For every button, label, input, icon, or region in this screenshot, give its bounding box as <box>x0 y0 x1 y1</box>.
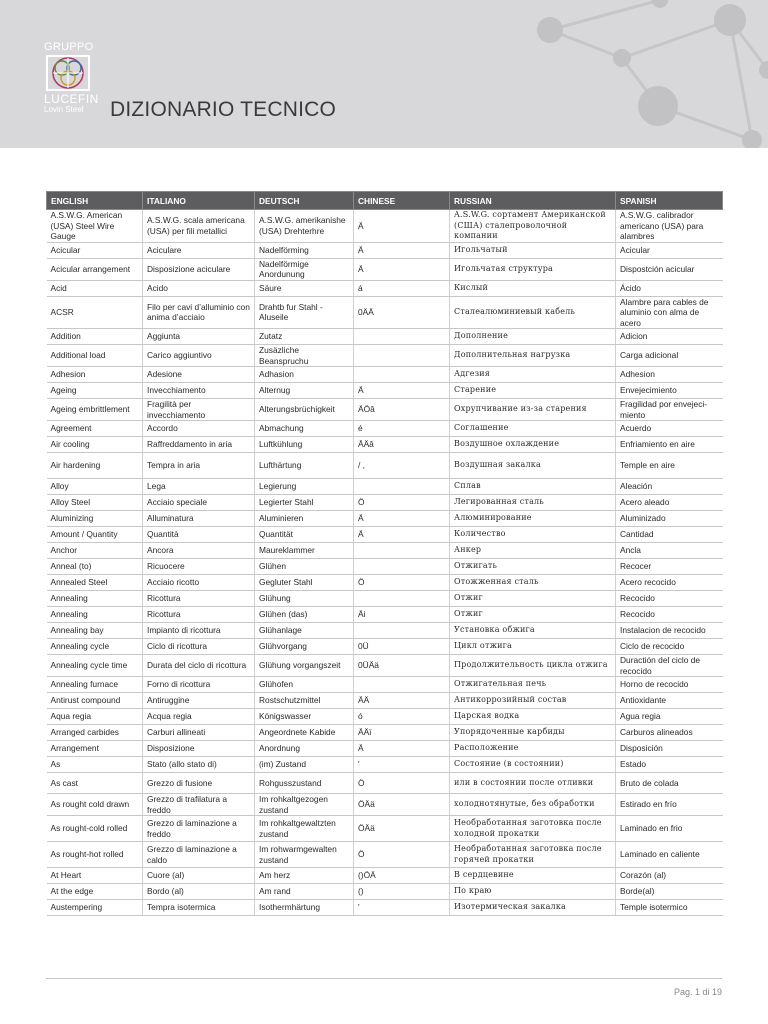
cell-italiano: Durata del ciclo di ricottura <box>143 655 255 677</box>
cell-english: At the edge <box>47 884 143 900</box>
cell-deutsch: Im rohwarmgewalten zustand <box>255 842 354 868</box>
cell-russian: Необработанная заготовка после горячей прокатки <box>450 842 616 868</box>
cell-italiano: Aciculare <box>143 242 255 258</box>
cell-chinese: ' <box>354 757 450 773</box>
cell-chinese: 0ÄÄ <box>354 296 450 329</box>
cell-chinese <box>354 677 450 693</box>
column-header-spanish: SPANISH <box>616 192 723 210</box>
page-title: DIZIONARIO TECNICO <box>110 98 337 121</box>
table-row <box>47 511 723 527</box>
cell-deutsch: Glühung <box>255 591 354 607</box>
table-row <box>47 543 723 559</box>
cell-english: Acicular arrangement <box>47 258 143 280</box>
cell-spanish: Recocido <box>616 591 723 607</box>
cell-russian: Отжигать <box>450 559 616 575</box>
cell-russian: Необработанная заготовка после холодной прокатки <box>450 816 616 842</box>
cell-russian: Воздушная закалка <box>450 453 616 479</box>
table-row <box>47 868 723 884</box>
cell-italiano: Lega <box>143 479 255 495</box>
cell-deutsch: Alterungsbrüchigkeit <box>255 399 354 421</box>
cell-chinese: Ä <box>354 741 450 757</box>
cell-spanish: Enfriamiento en aire <box>616 437 723 453</box>
cell-chinese: () <box>354 884 450 900</box>
cell-deutsch: Glühofen <box>255 677 354 693</box>
cell-deutsch: A.S.W.G. amerikanishe (USA) Drehterhre <box>255 210 354 243</box>
table-row <box>47 623 723 639</box>
column-header-russian: RUSSIAN <box>450 192 616 210</box>
cell-english: Annealing <box>47 607 143 623</box>
table-row <box>47 437 723 453</box>
cell-italiano: Quantità <box>143 527 255 543</box>
cell-spanish: Estado <box>616 757 723 773</box>
cell-chinese: Ä <box>354 242 450 258</box>
cell-deutsch: Glühung vorgangszeit <box>255 655 354 677</box>
cell-chinese: á <box>354 280 450 296</box>
cell-spanish: Recocido <box>616 607 723 623</box>
table-body <box>47 210 723 916</box>
column-header-english: ENGLISH <box>47 192 143 210</box>
cell-chinese: Ä <box>354 258 450 280</box>
cell-chinese: Ö <box>354 575 450 591</box>
molecule-graphic <box>520 0 768 148</box>
cell-italiano: Alluminatura <box>143 511 255 527</box>
cell-italiano: Grezzo di trafilatura a freddo <box>143 794 255 816</box>
cell-italiano: A.S.W.G. scala americana (USA) per fili metallici <box>143 210 255 243</box>
cell-russian: Сталеалюминиевый кабель <box>450 296 616 329</box>
table-row <box>47 280 723 296</box>
cell-chinese <box>354 329 450 345</box>
cell-english: As <box>47 757 143 773</box>
cell-deutsch: Zutatz <box>255 329 354 345</box>
table-row <box>47 773 723 794</box>
cell-english: Anchor <box>47 543 143 559</box>
cell-english: Aluminizing <box>47 511 143 527</box>
cell-spanish: Acuerdo <box>616 421 723 437</box>
cell-chinese: ÖÄä <box>354 816 450 842</box>
cell-italiano: Raffreddamento in aria <box>143 437 255 453</box>
cell-italiano: Ricottura <box>143 607 255 623</box>
cell-chinese <box>354 367 450 383</box>
cell-spanish: Dispostción acicular <box>616 258 723 280</box>
cell-italiano: Acido <box>143 280 255 296</box>
cell-italiano: Acciaio speciale <box>143 495 255 511</box>
cell-spanish: Ciclo de recocido <box>616 639 723 655</box>
cell-english: Amount / Quantity <box>47 527 143 543</box>
cell-deutsch: Isothermhärtung <box>255 900 354 916</box>
cell-deutsch: Im rohkaltgewaltzten zustand <box>255 816 354 842</box>
cell-chinese: Äi <box>354 607 450 623</box>
cell-russian: Установка обжига <box>450 623 616 639</box>
cell-italiano: Cuore (al) <box>143 868 255 884</box>
cell-russian: Дополнение <box>450 329 616 345</box>
cell-russian: Анкер <box>450 543 616 559</box>
page-header <box>0 0 768 148</box>
cell-russian: Сплав <box>450 479 616 495</box>
cell-deutsch: Glühen <box>255 559 354 575</box>
logo-line1: GRUPPO <box>44 41 94 53</box>
cell-italiano: Acciaio ricotto <box>143 575 255 591</box>
cell-italiano: Antiruggine <box>143 693 255 709</box>
logo-emblem-icon <box>44 54 92 92</box>
cell-chinese: Ö <box>354 842 450 868</box>
cell-italiano: Grezzo di laminazione a caldo <box>143 842 255 868</box>
cell-russian: Охрупчивание из-за старения <box>450 399 616 421</box>
cell-russian: Игольчатая структура <box>450 258 616 280</box>
cell-russian: Игольчатый <box>450 242 616 258</box>
table-row <box>47 816 723 842</box>
cell-english: Arrangement <box>47 741 143 757</box>
cell-russian: Отжиг <box>450 591 616 607</box>
table-row <box>47 709 723 725</box>
cell-deutsch: Glühvorgang <box>255 639 354 655</box>
cell-russian: Количество <box>450 527 616 543</box>
cell-italiano: Adesione <box>143 367 255 383</box>
cell-deutsch: (im) Zustand <box>255 757 354 773</box>
cell-deutsch: Rostschutzmittel <box>255 693 354 709</box>
cell-spanish: Acero recocido <box>616 575 723 591</box>
cell-russian: Дополнительная нагрузка <box>450 345 616 367</box>
logo-line2: LUCEFIN <box>44 92 99 106</box>
cell-chinese: Ä <box>354 511 450 527</box>
cell-spanish: Alambre para cables de aluminio con alma de acero <box>616 296 723 329</box>
cell-italiano: Fragilità per invecchiamento <box>143 399 255 421</box>
cell-italiano: Forno di ricottura <box>143 677 255 693</box>
table-row <box>47 258 723 280</box>
cell-italiano: Bordo (al) <box>143 884 255 900</box>
cell-spanish: Aluminizado <box>616 511 723 527</box>
cell-english: Acid <box>47 280 143 296</box>
cell-russian: Адгезия <box>450 367 616 383</box>
cell-spanish: A.S.W.G. calibrador americano (USA) para alambres <box>616 210 723 243</box>
cell-spanish: Bruto de colada <box>616 773 723 794</box>
cell-chinese: ' <box>354 900 450 916</box>
cell-russian: Отжиг <box>450 607 616 623</box>
cell-italiano: Filo per cavi d’alluminio con anima d’acciaio <box>143 296 255 329</box>
cell-english: Annealing cycle <box>47 639 143 655</box>
cell-chinese: ()ÖÄ <box>354 868 450 884</box>
table-row <box>47 900 723 916</box>
cell-deutsch: Luftkühlung <box>255 437 354 453</box>
cell-chinese: / , <box>354 453 450 479</box>
cell-deutsch: Angeordnete Kabide <box>255 725 354 741</box>
cell-spanish: Antioxidante <box>616 693 723 709</box>
cell-russian: По краю <box>450 884 616 900</box>
cell-english: Ageing <box>47 383 143 399</box>
cell-deutsch: Lufthärtung <box>255 453 354 479</box>
cell-chinese <box>354 591 450 607</box>
table-row <box>47 757 723 773</box>
cell-chinese: ÄÄ <box>354 693 450 709</box>
cell-deutsch: Glühen (das) <box>255 607 354 623</box>
cell-chinese: Ä <box>354 210 450 243</box>
cell-deutsch: Nadelförmige Anordunung <box>255 258 354 280</box>
cell-english: Annealing bay <box>47 623 143 639</box>
column-header-deutsch: DEUTSCH <box>255 192 354 210</box>
cell-chinese <box>354 623 450 639</box>
table-row <box>47 296 723 329</box>
cell-spanish: Temple isotermico <box>616 900 723 916</box>
cell-deutsch: Glühanlage <box>255 623 354 639</box>
cell-russian: Расположение <box>450 741 616 757</box>
cell-chinese: Ö <box>354 495 450 511</box>
cell-chinese: Ä <box>354 527 450 543</box>
cell-russian: или в состоянии после отливки <box>450 773 616 794</box>
cell-spanish: Temple en aire <box>616 453 723 479</box>
cell-italiano: Ricottura <box>143 591 255 607</box>
cell-english: Acicular <box>47 242 143 258</box>
cell-english: Air hardening <box>47 453 143 479</box>
cell-italiano: Disposizione aciculare <box>143 258 255 280</box>
cell-spanish: Adicion <box>616 329 723 345</box>
table-row <box>47 527 723 543</box>
cell-english: Alloy <box>47 479 143 495</box>
cell-russian: Царская водка <box>450 709 616 725</box>
cell-russian: Цикл отжига <box>450 639 616 655</box>
cell-deutsch: Maureklammer <box>255 543 354 559</box>
cell-chinese: 0ÜÄä <box>354 655 450 677</box>
table-row <box>47 842 723 868</box>
table-header <box>47 192 723 210</box>
table-row <box>47 677 723 693</box>
cell-spanish: Ácido <box>616 280 723 296</box>
cell-deutsch: Quantität <box>255 527 354 543</box>
cell-english: At Heart <box>47 868 143 884</box>
cell-deutsch: Königswasser <box>255 709 354 725</box>
cell-spanish: Duractión del ciclo de recocido <box>616 655 723 677</box>
cell-russian: Кислый <box>450 280 616 296</box>
cell-chinese: ó <box>354 709 450 725</box>
column-header-italiano: ITALIANO <box>143 192 255 210</box>
cell-russian: Состояние (в состоянии) <box>450 757 616 773</box>
cell-deutsch: Drahtb fur Stahl - Aluseile <box>255 296 354 329</box>
cell-italiano: Ciclo di ricottura <box>143 639 255 655</box>
cell-spanish: Acero aleado <box>616 495 723 511</box>
cell-english: Addition <box>47 329 143 345</box>
table-row <box>47 383 723 399</box>
cell-spanish: Aleación <box>616 479 723 495</box>
cell-deutsch: Rohgusszustand <box>255 773 354 794</box>
cell-english: Annealing cycle time <box>47 655 143 677</box>
table-row <box>47 329 723 345</box>
cell-english: Alloy Steel <box>47 495 143 511</box>
cell-deutsch: Legierter Stahl <box>255 495 354 511</box>
table-row <box>47 884 723 900</box>
cell-spanish: Agua regia <box>616 709 723 725</box>
cell-deutsch: Gegluter Stahl <box>255 575 354 591</box>
column-header-chinese: CHINESE <box>354 192 450 210</box>
cell-italiano: Grezzo di laminazione a freddo <box>143 816 255 842</box>
cell-italiano: Aggiunta <box>143 329 255 345</box>
table-row <box>47 421 723 437</box>
table-row <box>47 453 723 479</box>
cell-italiano: Ancora <box>143 543 255 559</box>
cell-italiano: Acqua regia <box>143 709 255 725</box>
brand-logo <box>44 41 99 115</box>
table-row <box>47 607 723 623</box>
cell-spanish: Laminado en caliente <box>616 842 723 868</box>
table-row <box>47 242 723 258</box>
table-row <box>47 591 723 607</box>
table-row <box>47 639 723 655</box>
table-row <box>47 559 723 575</box>
cell-deutsch: Säure <box>255 280 354 296</box>
cell-spanish: Carga adicional <box>616 345 723 367</box>
cell-chinese <box>354 345 450 367</box>
cell-spanish: Instalacion de recocido <box>616 623 723 639</box>
cell-spanish: Borde(al) <box>616 884 723 900</box>
cell-russian: Алюминирование <box>450 511 616 527</box>
cell-english: Austempering <box>47 900 143 916</box>
table-row <box>47 575 723 591</box>
cell-english: Agreement <box>47 421 143 437</box>
cell-english: A.S.W.G. American (USA) Steel Wire Gauge <box>47 210 143 243</box>
cell-spanish: Horno de recocido <box>616 677 723 693</box>
cell-italiano: Tempra in aria <box>143 453 255 479</box>
cell-italiano: Carico aggiuntivo <box>143 345 255 367</box>
cell-english: ACSR <box>47 296 143 329</box>
cell-deutsch: Nadelförming <box>255 242 354 258</box>
table-row <box>47 741 723 757</box>
cell-english: Adhesion <box>47 367 143 383</box>
table-row <box>47 367 723 383</box>
cell-chinese: Ö <box>354 773 450 794</box>
cell-russian: Соглашение <box>450 421 616 437</box>
cell-italiano: Invecchiamento <box>143 383 255 399</box>
cell-russian: Антикоррозийный состав <box>450 693 616 709</box>
cell-english: Aqua regia <box>47 709 143 725</box>
cell-russian: Продолжительность цикла отжига <box>450 655 616 677</box>
dictionary-table <box>46 191 723 916</box>
cell-chinese: é <box>354 421 450 437</box>
cell-deutsch: Legierung <box>255 479 354 495</box>
cell-chinese <box>354 543 450 559</box>
table-row <box>47 495 723 511</box>
cell-spanish: Corazón (al) <box>616 868 723 884</box>
cell-chinese <box>354 479 450 495</box>
cell-chinese: ÖÄä <box>354 794 450 816</box>
table-row <box>47 655 723 677</box>
cell-italiano: Ricuocere <box>143 559 255 575</box>
cell-spanish: Envejecimiento <box>616 383 723 399</box>
cell-deutsch: Anordnung <box>255 741 354 757</box>
cell-russian: Изотермическая закалка <box>450 900 616 916</box>
cell-chinese: ÄÖâ <box>354 399 450 421</box>
table-row <box>47 794 723 816</box>
cell-russian: Отжигательная печь <box>450 677 616 693</box>
cell-english: As rought-cold rolled <box>47 816 143 842</box>
cell-deutsch: Alternug <box>255 383 354 399</box>
cell-spanish: Cantidad <box>616 527 723 543</box>
cell-russian: Воздушное охлаждение <box>450 437 616 453</box>
cell-english: Antirust compound <box>47 693 143 709</box>
table-row <box>47 479 723 495</box>
cell-deutsch: Im rohkaltgezogen zustand <box>255 794 354 816</box>
cell-russian: Старение <box>450 383 616 399</box>
cell-italiano: Stato (allo stato di) <box>143 757 255 773</box>
table-row <box>47 210 723 243</box>
cell-italiano: Carburi allineati <box>143 725 255 741</box>
page-number: Pag. 1 di 19 <box>673 987 722 997</box>
cell-spanish: Disposición <box>616 741 723 757</box>
cell-russian: Отожженная сталь <box>450 575 616 591</box>
cell-deutsch: Am herz <box>255 868 354 884</box>
cell-russian: Упорядоченные карбиды <box>450 725 616 741</box>
table-row <box>47 399 723 421</box>
cell-chinese <box>354 559 450 575</box>
cell-italiano: Accordo <box>143 421 255 437</box>
cell-russian: A.S.W.G. сортамент Американской (США) сталепроволочной компании <box>450 210 616 243</box>
cell-spanish: Carburos alineados <box>616 725 723 741</box>
cell-deutsch: Aluminieren <box>255 511 354 527</box>
cell-chinese: ÄÄï <box>354 725 450 741</box>
cell-spanish: Adhesion <box>616 367 723 383</box>
cell-english: Air cooling <box>47 437 143 453</box>
cell-english: Annealing <box>47 591 143 607</box>
cell-spanish: Laminado en frio <box>616 816 723 842</box>
cell-english: As cast <box>47 773 143 794</box>
cell-chinese: 0Ü <box>354 639 450 655</box>
table-row <box>47 345 723 367</box>
cell-chinese: ĀÄâ <box>354 437 450 453</box>
cell-italiano: Grezzo di fusione <box>143 773 255 794</box>
cell-english: Ageing embrittlement <box>47 399 143 421</box>
cell-deutsch: Zusäzliche Beanspruchu <box>255 345 354 367</box>
cell-italiano: Disposizione <box>143 741 255 757</box>
cell-english: Annealed Steel <box>47 575 143 591</box>
cell-english: As rought cold drawn <box>47 794 143 816</box>
cell-deutsch: Abmachung <box>255 421 354 437</box>
cell-chinese: Ä <box>354 383 450 399</box>
cell-english: Additional load <box>47 345 143 367</box>
cell-english: Arranged carbides <box>47 725 143 741</box>
cell-english: As rought-hot rolled <box>47 842 143 868</box>
footer-divider <box>46 978 722 979</box>
cell-russian: холоднотянутые, без обработки <box>450 794 616 816</box>
cell-english: Anneal (to) <box>47 559 143 575</box>
logo-line3: Lovin Steel <box>44 105 84 114</box>
cell-spanish: Fragilidad por envejeci-miento <box>616 399 723 421</box>
cell-deutsch: Am rand <box>255 884 354 900</box>
cell-italiano: Impianto di ricottura <box>143 623 255 639</box>
cell-deutsch: Adhasion <box>255 367 354 383</box>
cell-russian: В сердцевине <box>450 868 616 884</box>
cell-english: Annealing furnace <box>47 677 143 693</box>
cell-spanish: Estirado en frío <box>616 794 723 816</box>
cell-russian: Легированная сталь <box>450 495 616 511</box>
cell-spanish: Ancla <box>616 543 723 559</box>
cell-spanish: Recocer <box>616 559 723 575</box>
table-row <box>47 693 723 709</box>
table-row <box>47 725 723 741</box>
cell-spanish: Acicular <box>616 242 723 258</box>
cell-italiano: Tempra isotermica <box>143 900 255 916</box>
